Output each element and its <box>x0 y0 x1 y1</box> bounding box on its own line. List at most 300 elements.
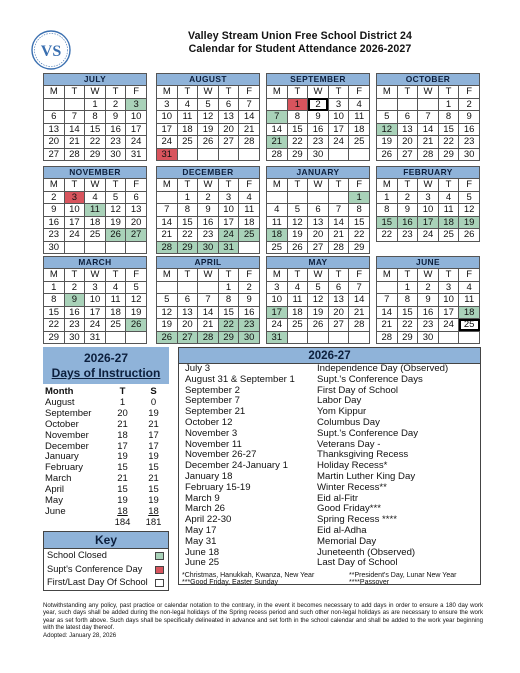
day-cell: 12 <box>459 204 480 217</box>
day-cell: 15 <box>377 216 398 229</box>
key-swatch <box>155 552 164 560</box>
month-may <box>266 256 370 344</box>
day-cell: 10 <box>328 111 349 124</box>
day-cell <box>198 148 219 161</box>
holiday-date: November 3 <box>185 427 238 439</box>
day-cell: 11 <box>105 294 126 307</box>
weekday-header: T <box>177 269 198 282</box>
holiday-date: September 7 <box>185 395 240 407</box>
weekday-header: W <box>308 179 329 192</box>
days-month: October <box>45 418 79 430</box>
footnote-good-friday: ***Good Friday, Easter Sunday <box>182 578 278 586</box>
day-cell: 10 <box>267 294 288 307</box>
day-cell: 24 <box>328 136 349 149</box>
day-cell <box>64 98 85 111</box>
day-cell: 24 <box>85 319 106 332</box>
day-cell: 5 <box>459 191 480 204</box>
day-cell: 31 <box>218 241 239 254</box>
key-label: School Closed <box>47 550 107 560</box>
weekday-header: F <box>459 269 480 282</box>
day-cell: 9 <box>105 111 126 124</box>
day-cell: 27 <box>44 148 65 161</box>
day-cell: 23 <box>418 319 439 332</box>
day-cell: 28 <box>418 148 439 161</box>
weekday-header: T <box>397 86 418 99</box>
day-cell: 25 <box>287 319 308 332</box>
days-of-instruction-table <box>43 384 169 529</box>
day-cell: 23 <box>459 136 480 149</box>
days-count: 17 <box>117 440 128 452</box>
days-count: 18 <box>117 429 128 441</box>
day-cell: 24 <box>267 319 288 332</box>
day-cell: 4 <box>239 191 260 204</box>
day-cell: 2 <box>44 191 65 204</box>
holiday-name: Martin Luther King Day <box>317 470 416 482</box>
day-cell: 8 <box>438 111 459 124</box>
days-count: 17 <box>148 440 159 452</box>
footer-notice <box>43 602 483 639</box>
day-cell: 31 <box>267 331 288 344</box>
day-cell: 16 <box>397 216 418 229</box>
calendar-title: Calendar for Student Attendance 2026-2027 <box>188 42 412 55</box>
day-cell: 1 <box>287 98 308 111</box>
day-cell: 28 <box>157 241 178 254</box>
day-cell: 19 <box>126 306 147 319</box>
day-cell: 6 <box>218 98 239 111</box>
day-cell: 11 <box>85 204 106 217</box>
day-cell: 13 <box>218 111 239 124</box>
day-cell: 6 <box>397 111 418 124</box>
day-cell: 18 <box>438 216 459 229</box>
day-cell: 4 <box>459 281 480 294</box>
day-cell: 14 <box>328 216 349 229</box>
day-cell: 29 <box>438 148 459 161</box>
day-cell: 9 <box>308 111 329 124</box>
weekday-header: F <box>349 269 370 282</box>
day-cell: 30 <box>105 148 126 161</box>
month-january <box>266 166 370 254</box>
day-cell: 23 <box>397 229 418 242</box>
day-cell: 28 <box>198 331 219 344</box>
weekday-header: M <box>377 86 398 99</box>
holiday-name: Supt.'s Conference Days <box>317 373 423 385</box>
day-cell: 13 <box>126 204 147 217</box>
day-cell: 26 <box>157 331 178 344</box>
day-cell <box>349 331 370 344</box>
day-cell: 18 <box>105 306 126 319</box>
weekday-header: F <box>126 179 147 192</box>
key-label: First/Last Day Of School <box>47 577 148 587</box>
holiday-name: First Day of School <box>317 384 399 396</box>
weekday-header: T <box>397 269 418 282</box>
day-cell: 27 <box>177 331 198 344</box>
day-cell <box>239 241 260 254</box>
key-item <box>44 563 168 577</box>
day-cell: 15 <box>85 123 106 136</box>
holiday-date: August 31 & September 1 <box>185 373 295 385</box>
day-cell: 16 <box>459 123 480 136</box>
days-count: 18 <box>117 505 128 517</box>
holiday-date: June 18 <box>185 546 220 558</box>
day-cell: 23 <box>239 319 260 332</box>
day-cell: 27 <box>397 148 418 161</box>
holiday-date: May 31 <box>185 535 217 547</box>
day-cell: 23 <box>308 136 329 149</box>
day-cell: 17 <box>126 123 147 136</box>
weekday-header: F <box>239 179 260 192</box>
day-cell: 25 <box>239 229 260 242</box>
weekday-header: T <box>105 86 126 99</box>
day-cell: 30 <box>418 331 439 344</box>
day-cell <box>418 98 439 111</box>
day-cell: 10 <box>218 204 239 217</box>
month-february <box>376 166 480 242</box>
day-cell <box>438 331 459 344</box>
day-cell: 1 <box>397 281 418 294</box>
day-cell: 26 <box>308 319 329 332</box>
day-cell <box>377 98 398 111</box>
weekday-header: F <box>349 86 370 99</box>
weekday-header: W <box>308 269 329 282</box>
holiday-date: December 24-January 1 <box>185 460 288 472</box>
day-cell: 12 <box>308 294 329 307</box>
day-cell: 1 <box>44 281 65 294</box>
weekday-header: M <box>157 86 178 99</box>
days-count: 19 <box>117 451 128 463</box>
day-cell: 7 <box>157 204 178 217</box>
day-cell: 8 <box>177 204 198 217</box>
day-cell: 14 <box>157 216 178 229</box>
day-cell: 3 <box>64 191 85 204</box>
day-cell: 4 <box>85 191 106 204</box>
day-cell: 26 <box>287 241 308 254</box>
month-title: AUGUST <box>157 74 260 86</box>
day-cell: 4 <box>177 98 198 111</box>
day-cell: 28 <box>239 136 260 149</box>
day-cell: 17 <box>85 306 106 319</box>
holiday-date: January 18 <box>185 470 233 482</box>
weekday-header: T <box>397 179 418 192</box>
weekday-header: M <box>157 179 178 192</box>
day-cell: 26 <box>459 229 480 242</box>
day-cell: 16 <box>105 123 126 136</box>
day-cell: 8 <box>287 111 308 124</box>
day-cell <box>157 191 178 204</box>
day-cell <box>239 148 260 161</box>
day-cell: 9 <box>459 111 480 124</box>
day-cell <box>157 281 178 294</box>
day-cell: 1 <box>377 191 398 204</box>
days-column-header: T <box>119 386 126 397</box>
day-cell: 3 <box>328 98 349 111</box>
day-cell: 14 <box>64 123 85 136</box>
day-cell: 4 <box>438 191 459 204</box>
month-september <box>266 73 370 161</box>
day-cell: 30 <box>308 148 329 161</box>
days-of-instruction-panel <box>43 347 169 529</box>
day-cell <box>328 191 349 204</box>
day-cell: 19 <box>157 319 178 332</box>
holiday-name: Supt.'s Conference Day <box>317 427 419 439</box>
day-cell: 26 <box>377 148 398 161</box>
day-cell: 28 <box>328 241 349 254</box>
footnote-winter-recess: **President's Day, Lunar New Year <box>349 572 457 579</box>
day-cell <box>177 281 198 294</box>
weekday-header: T <box>287 269 308 282</box>
days-title-year: 2026-27 <box>83 351 129 365</box>
days-title-label: Days of Instruction <box>51 366 161 380</box>
day-cell: 12 <box>157 306 178 319</box>
day-cell: 21 <box>377 319 398 332</box>
day-cell: 25 <box>349 136 370 149</box>
day-cell: 2 <box>418 281 439 294</box>
days-month: August <box>45 396 75 408</box>
day-cell: 9 <box>198 204 219 217</box>
days-month: June <box>45 505 66 517</box>
day-cell: 20 <box>218 123 239 136</box>
day-cell: 29 <box>397 331 418 344</box>
footer-text: Notwithstanding any policy, past practice or calendar notation to the contrary, in the event it becomes necessary to add days in order to ensure a 180 day work year, such days shall be added during the non-legal holidays of the Spring recess period and such other non-legal holidays as are necessary to ensure the work year as set forth above. Such days shall be specifically delineated in advance and set forth in the school calendar and shall be added to the work year beginning with the latest day thereof. <box>43 602 483 632</box>
day-cell <box>267 98 288 111</box>
day-cell <box>328 148 349 161</box>
day-cell: 29 <box>177 241 198 254</box>
day-cell: 5 <box>287 204 308 217</box>
day-cell: 20 <box>308 229 329 242</box>
weekday-header: T <box>64 179 85 192</box>
day-cell: 5 <box>157 294 178 307</box>
day-cell: 17 <box>64 216 85 229</box>
day-cell: 7 <box>328 204 349 217</box>
weekday-header: T <box>287 179 308 192</box>
day-cell: 15 <box>287 123 308 136</box>
day-cell: 8 <box>85 111 106 124</box>
weekday-header: F <box>459 179 480 192</box>
day-cell <box>177 148 198 161</box>
day-cell <box>308 331 329 344</box>
day-cell: 23 <box>105 136 126 149</box>
day-cell: 3 <box>418 191 439 204</box>
weekday-header: T <box>287 86 308 99</box>
day-cell: 13 <box>44 123 65 136</box>
day-cell: 11 <box>438 204 459 217</box>
day-cell: 3 <box>218 191 239 204</box>
days-count: 19 <box>148 407 159 419</box>
day-cell <box>105 331 126 344</box>
holiday-name: Last Day of School <box>317 557 398 569</box>
day-cell: 4 <box>349 98 370 111</box>
day-cell: 30 <box>198 241 219 254</box>
days-of-instruction-title <box>43 347 169 384</box>
day-cell: 17 <box>157 123 178 136</box>
day-cell: 20 <box>126 216 147 229</box>
days-column-header: S <box>150 386 157 397</box>
day-cell: 12 <box>287 216 308 229</box>
month-october <box>376 73 480 161</box>
day-cell: 29 <box>85 148 106 161</box>
day-cell <box>397 98 418 111</box>
weekday-header: W <box>85 269 106 282</box>
month-title: JULY <box>44 74 147 86</box>
day-cell: 23 <box>44 229 65 242</box>
day-cell <box>267 191 288 204</box>
month-march <box>43 256 147 344</box>
days-count: 21 <box>148 473 159 485</box>
calendar-header <box>120 30 480 55</box>
day-cell: 26 <box>198 136 219 149</box>
days-count: 15 <box>148 462 159 474</box>
day-cell <box>349 148 370 161</box>
day-cell: 16 <box>239 306 260 319</box>
holiday-date: July 3 <box>185 363 211 374</box>
weekday-header: T <box>328 269 349 282</box>
day-cell: 18 <box>349 123 370 136</box>
day-cell: 3 <box>157 98 178 111</box>
weekday-header: T <box>218 86 239 99</box>
day-cell: 10 <box>126 111 147 124</box>
day-cell: 16 <box>418 306 439 319</box>
weekday-header: T <box>218 269 239 282</box>
day-cell: 5 <box>198 98 219 111</box>
month-title: OCTOBER <box>377 74 480 86</box>
days-month: April <box>45 484 65 496</box>
days-count: 15 <box>117 484 128 496</box>
day-cell <box>308 191 329 204</box>
day-cell: 2 <box>459 98 480 111</box>
day-cell: 29 <box>44 331 65 344</box>
day-cell: 22 <box>177 229 198 242</box>
day-cell: 22 <box>397 319 418 332</box>
weekday-header: M <box>267 269 288 282</box>
day-cell: 27 <box>328 319 349 332</box>
day-cell <box>85 241 106 254</box>
days-month: February <box>45 462 84 474</box>
day-cell: 16 <box>64 306 85 319</box>
days-total <box>43 518 107 529</box>
weekday-header: F <box>239 86 260 99</box>
holiday-date: April 22-30 <box>185 514 232 526</box>
day-cell: 24 <box>126 136 147 149</box>
svg-text:VS: VS <box>40 43 62 60</box>
day-cell: 25 <box>177 136 198 149</box>
day-cell: 28 <box>377 331 398 344</box>
days-count: 18 <box>148 505 159 517</box>
day-cell: 19 <box>377 136 398 149</box>
weekday-header: M <box>377 269 398 282</box>
days-month: March <box>45 473 72 485</box>
holiday-date: March 26 <box>185 503 225 515</box>
day-cell: 9 <box>44 204 65 217</box>
days-column-header: Month <box>45 386 74 397</box>
days-count: 1 <box>119 396 126 408</box>
day-cell: 24 <box>218 229 239 242</box>
holiday-date: September 21 <box>185 406 246 418</box>
day-cell: 1 <box>438 98 459 111</box>
day-cell: 23 <box>64 319 85 332</box>
holiday-name: Yom Kippur <box>317 406 367 418</box>
day-cell: 31 <box>126 148 147 161</box>
day-cell: 21 <box>239 123 260 136</box>
district-name: Valley Stream Union Free School District 24 <box>188 30 412 42</box>
key-swatch <box>155 579 164 587</box>
day-cell: 7 <box>64 111 85 124</box>
weekday-header: W <box>85 179 106 192</box>
holiday-date: May 17 <box>185 524 217 536</box>
holiday-date: October 12 <box>185 416 233 428</box>
day-cell: 5 <box>105 191 126 204</box>
month-title: MAY <box>267 257 370 269</box>
days-total: 184 <box>114 516 131 528</box>
holiday-date: February 15-19 <box>185 481 251 493</box>
days-total: 181 <box>145 516 162 528</box>
day-cell: 12 <box>126 294 147 307</box>
day-cell: 17 <box>438 306 459 319</box>
day-cell: 30 <box>239 331 260 344</box>
weekday-header: M <box>157 269 178 282</box>
day-cell: 17 <box>218 216 239 229</box>
day-cell: 20 <box>328 306 349 319</box>
days-count: 19 <box>148 495 159 507</box>
month-title: FEBRUARY <box>377 167 480 179</box>
day-cell: 10 <box>64 204 85 217</box>
key-label: Supt's Conference Day <box>47 563 143 574</box>
day-cell: 6 <box>177 294 198 307</box>
weekday-header: W <box>418 179 439 192</box>
day-cell: 19 <box>308 306 329 319</box>
day-cell: 15 <box>349 216 370 229</box>
day-cell: 31 <box>85 331 106 344</box>
day-cell: 19 <box>459 216 480 229</box>
weekday-header: W <box>198 269 219 282</box>
day-cell: 25 <box>267 241 288 254</box>
day-cell: 9 <box>397 204 418 217</box>
day-cell: 20 <box>177 319 198 332</box>
day-cell: 5 <box>308 281 329 294</box>
holiday-footnotes <box>179 573 482 586</box>
day-cell: 22 <box>349 229 370 242</box>
days-count: 21 <box>117 418 128 430</box>
day-cell <box>287 191 308 204</box>
holiday-name: Good Friday*** <box>317 503 381 515</box>
day-cell: 2 <box>64 281 85 294</box>
day-cell: 6 <box>126 191 147 204</box>
day-cell <box>377 281 398 294</box>
weekday-header: M <box>44 86 65 99</box>
day-cell: 9 <box>239 294 260 307</box>
day-cell: 8 <box>44 294 65 307</box>
day-cell: 27 <box>126 229 147 242</box>
weekday-header: F <box>126 86 147 99</box>
day-cell: 2 <box>308 98 329 111</box>
holiday-date: November 11 <box>185 438 242 450</box>
day-cell: 29 <box>287 148 308 161</box>
holiday-name: Eid al-Fitr <box>317 492 359 504</box>
days-month: September <box>45 407 92 419</box>
day-cell: 8 <box>397 294 418 307</box>
day-cell: 4 <box>287 281 308 294</box>
days-count: 15 <box>148 484 159 496</box>
month-title: SEPTEMBER <box>267 74 370 86</box>
day-cell: 15 <box>44 306 65 319</box>
holidays-title: 2026-27 <box>179 348 480 364</box>
day-cell: 21 <box>198 319 219 332</box>
day-cell: 12 <box>105 204 126 217</box>
day-cell: 22 <box>85 136 106 149</box>
day-cell: 11 <box>239 204 260 217</box>
day-cell: 30 <box>459 148 480 161</box>
holiday-name: Veterans Day - <box>317 438 381 450</box>
month-title: JANUARY <box>267 167 370 179</box>
day-cell: 7 <box>198 294 219 307</box>
